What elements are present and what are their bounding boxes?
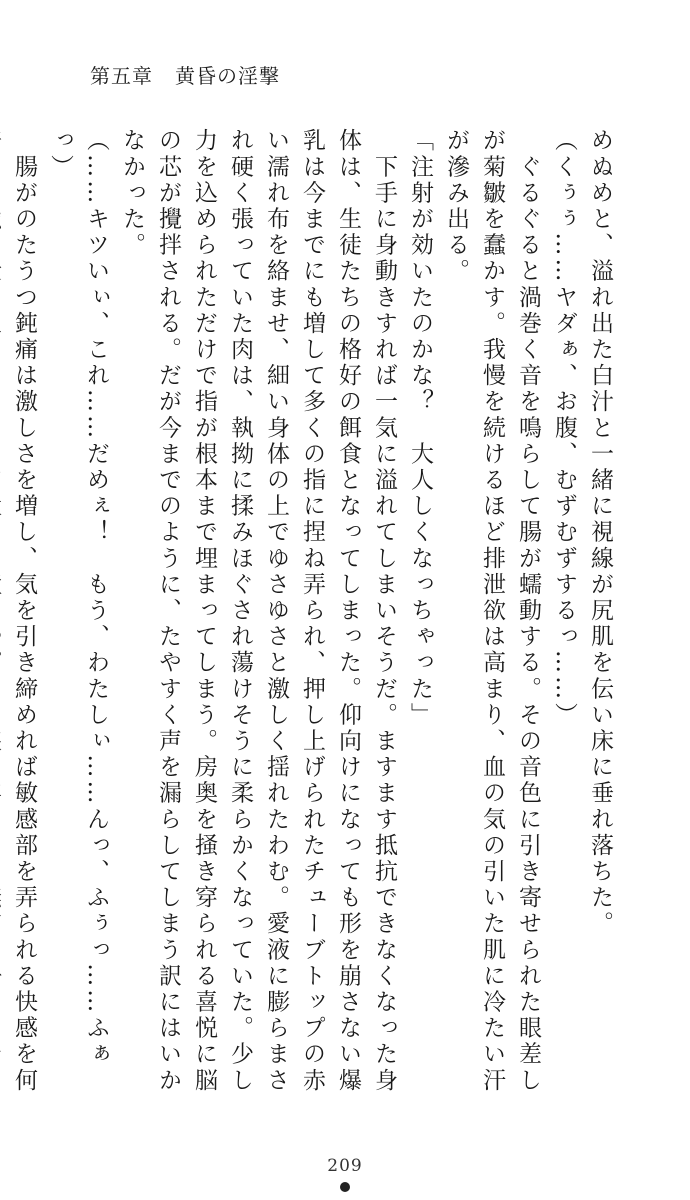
page-number: 209	[327, 1156, 363, 1176]
paragraph: 下手に身動きすれば一気に溢れてしまいそうだ。ますます抵抗できなくなった身体は、生徒たちの格好の餌食となってしまった。仰向けになっても形を崩さない爆乳は今までにも増して多くの指に捏ね弄られ、押し上げられたチューブトップの赤い濡れ布を絡ませ、細い身体の上でゆさゆさと激しく揺れたわむ。愛液に膨らまされ硬く張っていた肉は、執拗に揉みほぐされ蕩けそうに柔らかくなっていた。少し力を込められただけで指が根本まで埋まってしまう。房奥を掻き穿られる喜悦に脳の芯が攪拌される。だが今までのように、たやすく声を漏らしてしまう訳にはいかなかった。	[119, 128, 397, 1094]
chapter-number: 第五章	[90, 64, 153, 88]
paragraph: （……キツいぃ、これ……だめぇ！ もう、わたしぃ……んっ、ふぅっ……ふぁっ）	[47, 128, 109, 1068]
chapter-title: 黄昏の淫撃	[175, 64, 280, 88]
body-text	[11, 128, 618, 1108]
page-ornament-dot	[340, 1182, 350, 1192]
paragraph: 腸がのたうつ鈍痛は激しさを増し、気を引き締めれば敏感部を弄られる快感を何	[11, 154, 37, 1094]
paragraph: めぬめと、溢れ出た白汁と一緒に視線が尻肌を伝い床に垂れ落ちた。	[587, 128, 613, 938]
running-header	[90, 60, 280, 89]
paragraph: （くぅぅ……ヤダぁ、お腹、むずむずするっ……）	[551, 128, 577, 729]
paragraph: ぐるぐると渦巻く音を鳴らして腸が蠕動する。その音色に引き寄せられた眼差しが菊皺を蠢かす。我慢を続けるほど排泄欲は高まり、血の気の引いた肌に冷たい汗が滲み出る。	[443, 128, 541, 1094]
paragraph: 「注射が効いたのかな？ 大人しくなっちゃった」	[407, 128, 433, 729]
